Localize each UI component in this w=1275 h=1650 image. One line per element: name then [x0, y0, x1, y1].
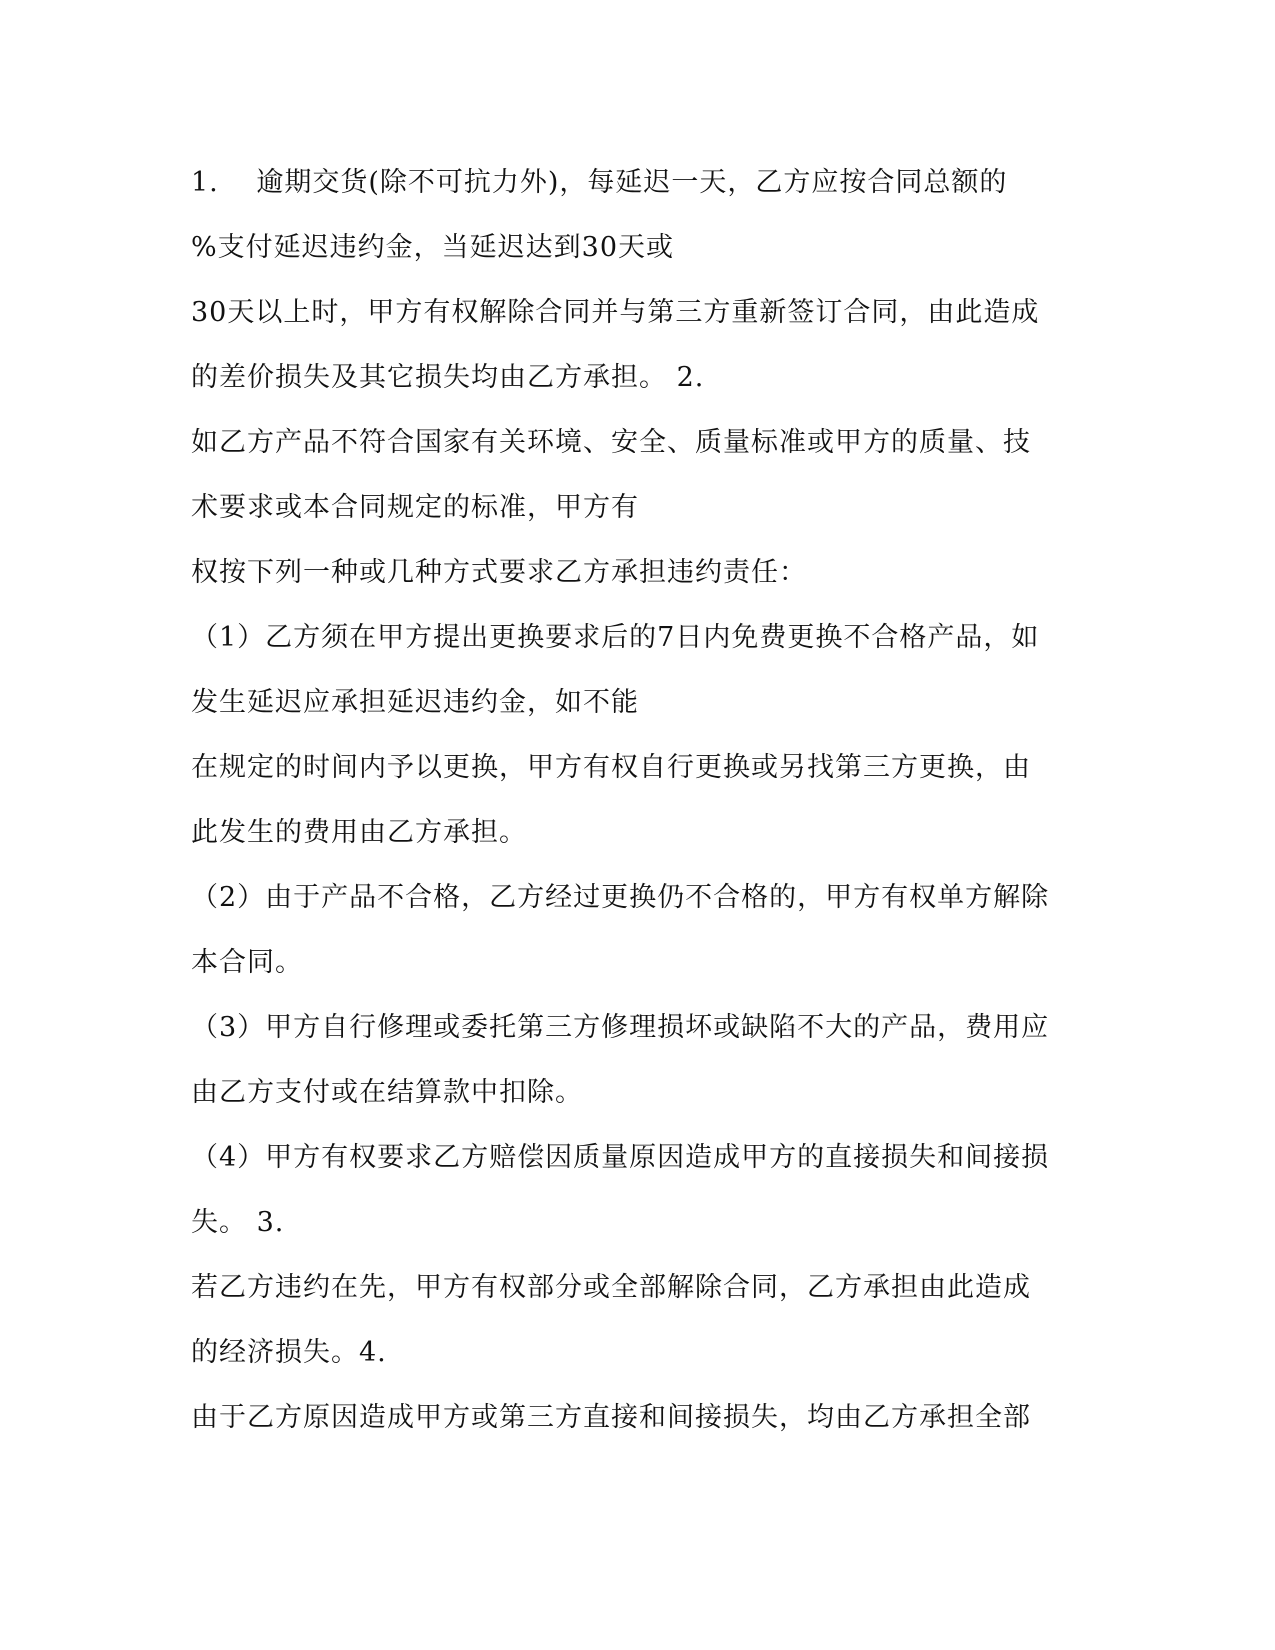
text-line: （2）由于产品不合格，乙方经过更换仍不合格的，甲方有权单方解除	[191, 882, 1050, 913]
text-line: 的经济损失。4.	[191, 1337, 387, 1368]
text-line: 失。 3.	[191, 1207, 285, 1238]
text-line: 如乙方产品不符合国家有关环境、安全、质量标准或甲方的质量、技	[191, 427, 1031, 458]
text-line: 的差价损失及其它损失均由乙方承担。 2.	[191, 362, 705, 393]
text-line: 在规定的时间内予以更换，甲方有权自行更换或另找第三方更换，由	[191, 752, 1031, 783]
text-line: %支付延迟违约金，当延迟达到30天或	[191, 232, 675, 263]
text-line: 发生延迟应承担延迟违约金，如不能	[191, 687, 639, 718]
text-line: 术要求或本合同规定的标准，甲方有	[191, 492, 639, 523]
text-line: 若乙方违约在先，甲方有权部分或全部解除合同，乙方承担由此造成	[191, 1272, 1031, 1303]
text-line: 1. 逾期交货(除不可抗力外)，每延迟一天，乙方应按合同总额的	[191, 167, 1008, 198]
text-line: 由乙方支付或在结算款中扣除。	[191, 1077, 583, 1108]
contract-text-body	[191, 160, 1091, 1460]
text-line: （1）乙方须在甲方提出更换要求后的7日内免费更换不合格产品，如	[191, 622, 1040, 653]
text-line: 由于乙方原因造成甲方或第三方直接和间接损失，均由乙方承担全部	[191, 1402, 1031, 1433]
text-line: （4）甲方有权要求乙方赔偿因质量原因造成甲方的直接损失和间接损	[191, 1142, 1050, 1173]
text-line: 本合同。	[191, 947, 303, 978]
text-line: 权按下列一种或几种方式要求乙方承担违约责任：	[191, 557, 807, 588]
text-line: 此发生的费用由乙方承担。	[191, 817, 527, 848]
text-line: 30天以上时，甲方有权解除合同并与第三方重新签订合同，由此造成	[191, 297, 1040, 328]
text-line: （3）甲方自行修理或委托第三方修理损坏或缺陷不大的产品，费用应	[191, 1012, 1050, 1043]
